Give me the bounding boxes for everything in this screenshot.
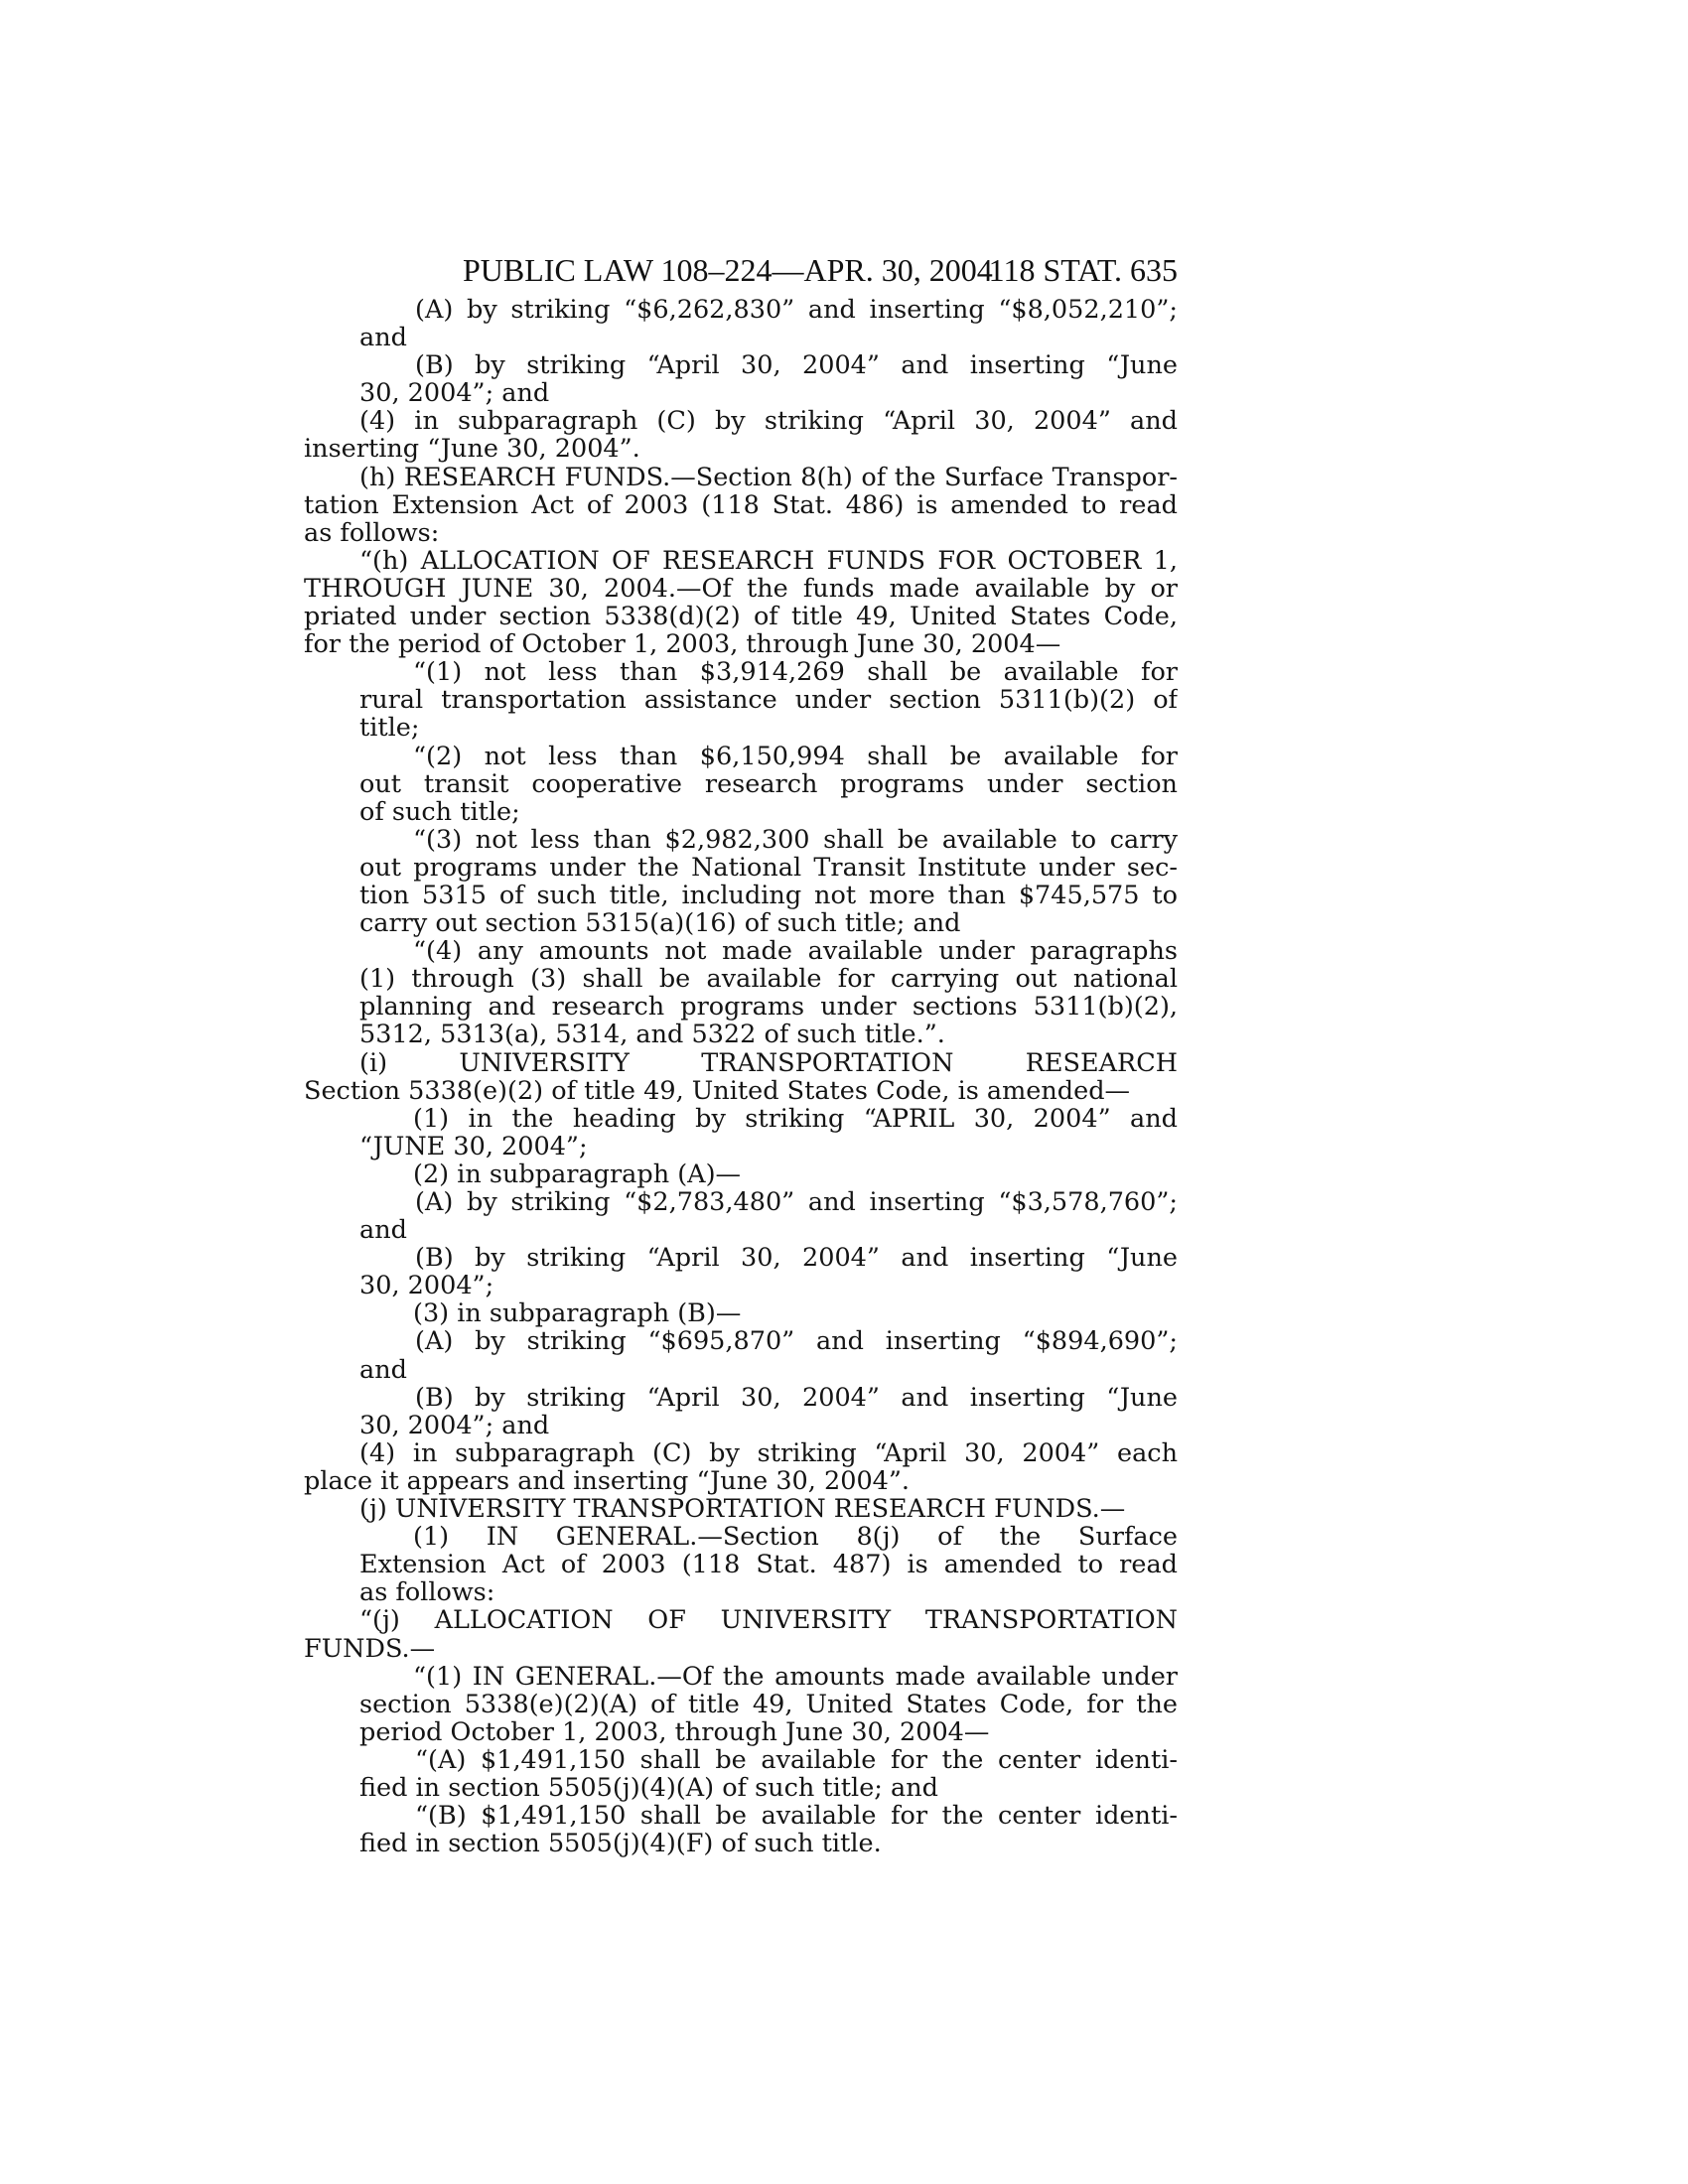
text-line: (1) IN GENERAL.—Section 8(j) of the Surface	[413, 1523, 1178, 1552]
text-line: (h) RESEARCH FUNDS.—Section 8(h) of the Surface Transpor-	[359, 463, 1178, 491]
document-page	[304, 250, 1178, 1857]
text-line: “(3) not less than $2,982,300 shall be available to carry	[413, 825, 1178, 854]
text-line: and	[359, 1354, 407, 1385]
text-line: as follows:	[304, 517, 440, 548]
text-line: “(h) ALLOCATION OF RESEARCH FUNDS FOR OCTOBER 1,	[359, 546, 1178, 575]
text-line: Extension Act of 2003 (118 Stat. 487) is amended to read	[359, 1551, 1178, 1579]
text-line: of such title;	[359, 796, 520, 827]
text-line: place it appears and inserting “June 30, 2004”.	[304, 1465, 911, 1496]
text-line: “(4) any amounts not made available under paragraphs	[413, 937, 1178, 966]
text-line: carry out section 5315(a)(16) of such title; and	[359, 908, 961, 939]
text-line: “(B) $1,491,150 shall be available for the center identi-	[415, 1802, 1178, 1831]
text-line: (1) through (3) shall be available for carrying out national	[359, 965, 1178, 994]
text-line: (B) by striking “April 30, 2004” and inserting “June	[415, 351, 1178, 380]
text-line: “(2) not less than $6,150,994 shall be available for	[413, 742, 1178, 770]
text-line: 30, 2004”;	[359, 1271, 494, 1301]
body-text	[304, 296, 1178, 1857]
text-line: (4) in subparagraph (C) by striking “April 30, 2004” each	[359, 1438, 1178, 1467]
running-header	[304, 250, 1178, 296]
text-line: “(1) not less than $3,914,269 shall be available for	[413, 658, 1178, 687]
text-line: (A) by striking “$695,870” and inserting “$894,690”;	[415, 1327, 1178, 1356]
text-line: as follows:	[359, 1577, 495, 1608]
text-line: priated under section 5338(d)(2) of title 49, United States Code,	[304, 603, 1178, 631]
text-line: out programs under the National Transit Institute under sec-	[359, 853, 1178, 882]
text-line: Section 5338(e)(2) of title 49, United States Code, is amended—	[304, 1075, 1131, 1106]
text-line: (A) by striking “$6,262,830” and inserting “$8,052,210”;	[415, 296, 1178, 325]
text-line: (4) in subparagraph (C) by striking “April 30, 2004” and	[359, 407, 1178, 436]
text-line: out transit cooperative research programs under section	[359, 769, 1178, 798]
text-line: “JUNE 30, 2004”;	[359, 1131, 588, 1161]
text-line: (i) UNIVERSITY TRANSPORTATION RESEARCH	[359, 1048, 1178, 1077]
text-line: inserting “June 30, 2004”.	[304, 434, 640, 465]
text-line: and	[359, 323, 407, 353]
text-line: (j) UNIVERSITY TRANSPORTATION RESEARCH FUNDS.—	[359, 1494, 1126, 1525]
text-line: (1) in the heading by striking “APRIL 30, 2004” and	[413, 1104, 1178, 1133]
text-line: “(1) IN GENERAL.—Of the amounts made available under	[413, 1662, 1178, 1691]
text-line: title;	[359, 713, 420, 744]
text-line: THROUGH JUNE 30, 2004.—Of the funds made available by or	[304, 574, 1178, 604]
text-line: section 5338(e)(2)(A) of title 49, United States Code, for the	[359, 1690, 1178, 1718]
header-title: PUBLIC LAW 108–224—APR. 30, 2004	[463, 252, 993, 288]
text-line: fied in section 5505(j)(4)(A) of such title; and	[359, 1772, 938, 1803]
text-line: tion 5315 of such title, including not more than $745,575 to	[359, 881, 1178, 910]
text-line: 30, 2004”; and	[359, 378, 550, 409]
text-line: fied in section 5505(j)(4)(F) of such title.	[359, 1829, 882, 1859]
text-line: (A) by striking “$2,783,480” and inserting “$3,578,760”;	[415, 1188, 1178, 1217]
header-stat-page: 118 STAT. 635	[988, 252, 1178, 288]
text-line: (2) in subparagraph (A)—	[413, 1159, 742, 1189]
text-line: “(A) $1,491,150 shall be available for the center identi-	[415, 1745, 1178, 1774]
text-line: and	[359, 1215, 407, 1246]
text-line: tation Extension Act of 2003 (118 Stat. 486) is amended to read	[304, 490, 1178, 519]
text-line: (B) by striking “April 30, 2004” and inserting “June	[415, 1383, 1178, 1412]
text-line: FUNDS.—	[304, 1633, 436, 1664]
text-line: 5312, 5313(a), 5314, and 5322 of such title.”.	[359, 1020, 945, 1050]
text-line: (3) in subparagraph (B)—	[413, 1298, 742, 1329]
text-line: for the period of October 1, 2003, through June 30, 2004—	[304, 629, 1061, 660]
text-line: planning and research programs under sections 5311(b)(2),	[359, 993, 1178, 1022]
text-line: (B) by striking “April 30, 2004” and inserting “June	[415, 1244, 1178, 1273]
text-line: rural transportation assistance under section 5311(b)(2) of	[359, 686, 1178, 715]
text-line: 30, 2004”; and	[359, 1410, 550, 1440]
text-line: period October 1, 2003, through June 30, 2004—	[359, 1716, 990, 1747]
text-line: “(j) ALLOCATION OF UNIVERSITY TRANSPORTATION	[359, 1606, 1178, 1635]
